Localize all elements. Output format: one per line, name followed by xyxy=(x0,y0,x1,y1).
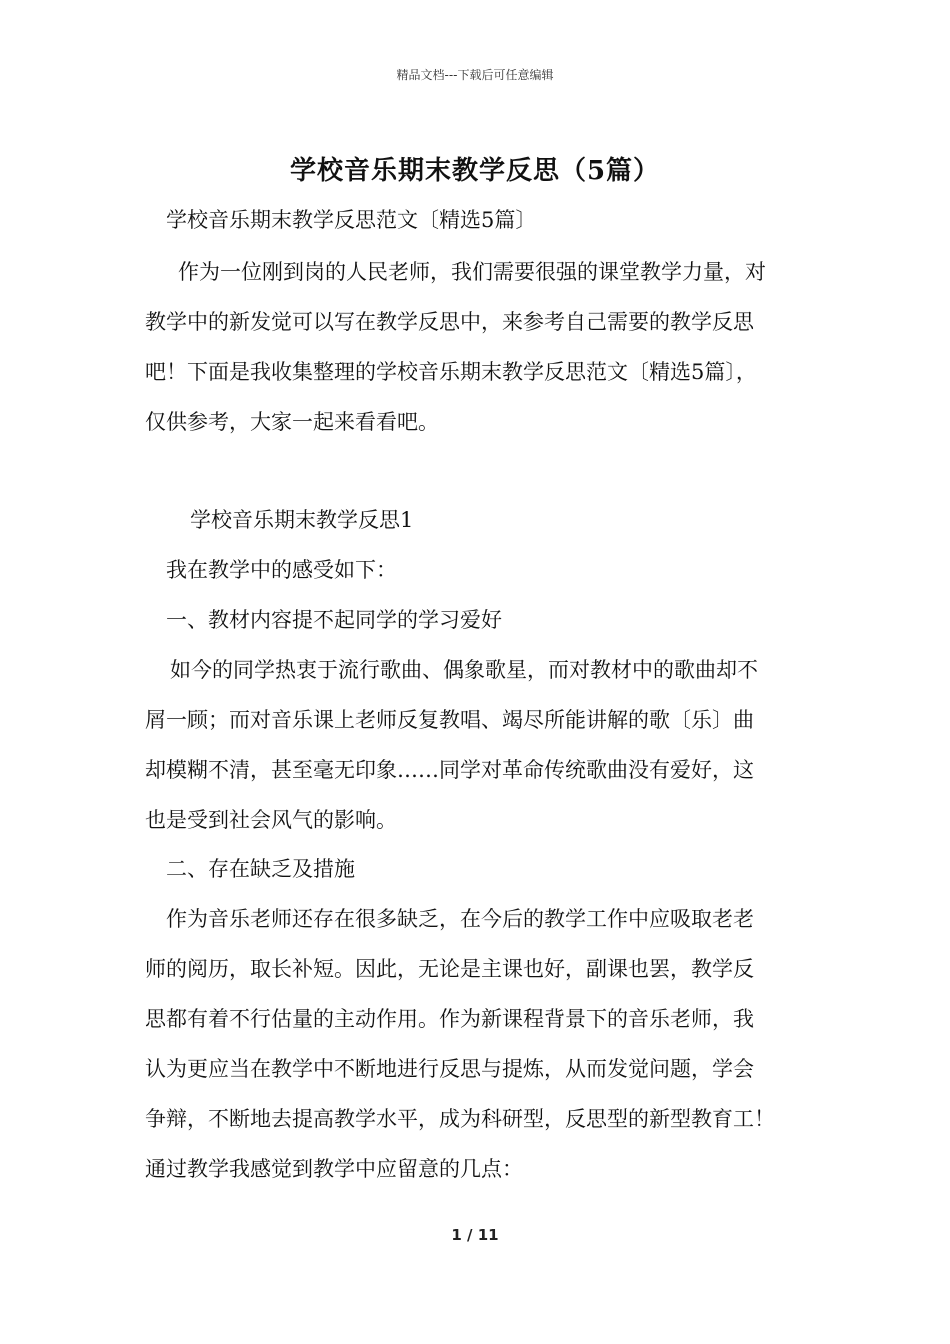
paragraph-line: 思都有着不行估量的主动作用。作为新课程背景下的音乐老师，我 xyxy=(145,1007,754,1031)
paragraph-line: 师的阅历，取长补短。因此，无论是主课也好，副课也罢，教学反 xyxy=(145,957,754,981)
section-heading-1: 学校音乐期末教学反思1 xyxy=(190,508,414,532)
paragraph-line: 认为更应当在教学中不断地进行反思与提炼，从而发觉问题，学会 xyxy=(145,1057,754,1081)
intro-line-3: 吧！下面是我收集整理的学校音乐期末教学反思范文〔精选5篇〕， xyxy=(145,360,757,384)
document-title: 学校音乐期末教学反思（5篇） xyxy=(289,156,661,186)
intro-line-4: 仅供参考，大家一起来看看吧。 xyxy=(145,410,439,434)
subtitle-line: 学校音乐期末教学反思范文〔精选5篇〕 xyxy=(166,208,537,232)
intro-line-1: 作为一位刚到岗的人民老师，我们需要很强的课堂教学力量，对 xyxy=(178,260,766,284)
subheading-1: 一、教材内容提不起同学的学习爱好 xyxy=(166,608,502,632)
document-header: 精品文档---下载后可任意编辑 xyxy=(396,68,554,82)
paragraph-line: 我在教学中的感受如下： xyxy=(166,558,397,582)
paragraph-line: 通过教学我感觉到教学中应留意的几点： xyxy=(145,1157,523,1181)
paragraph-line: 屑一顾；而对音乐课上老师反复教唱、竭尽所能讲解的歌〔乐〕曲 xyxy=(145,708,754,732)
paragraph-line: 争辩，不断地去提高教学水平，成为科研型，反思型的新型教育工！ xyxy=(145,1107,775,1131)
paragraph-line: 如今的同学热衷于流行歌曲、偶象歌星，而对教材中的歌曲却不 xyxy=(170,658,758,682)
subheading-2: 二、存在缺乏及措施 xyxy=(166,857,355,881)
paragraph-line: 作为音乐老师还存在很多缺乏，在今后的教学工作中应吸取老老 xyxy=(166,907,754,931)
page-number: 1 / 11 xyxy=(451,1226,499,1244)
paragraph-line: 却模糊不清，甚至毫无印象……同学对革命传统歌曲没有爱好，这 xyxy=(145,758,754,782)
paragraph-line: 也是受到社会风气的影响。 xyxy=(145,808,397,832)
intro-line-2: 教学中的新发觉可以写在教学反思中，来参考自己需要的教学反思 xyxy=(145,310,754,334)
